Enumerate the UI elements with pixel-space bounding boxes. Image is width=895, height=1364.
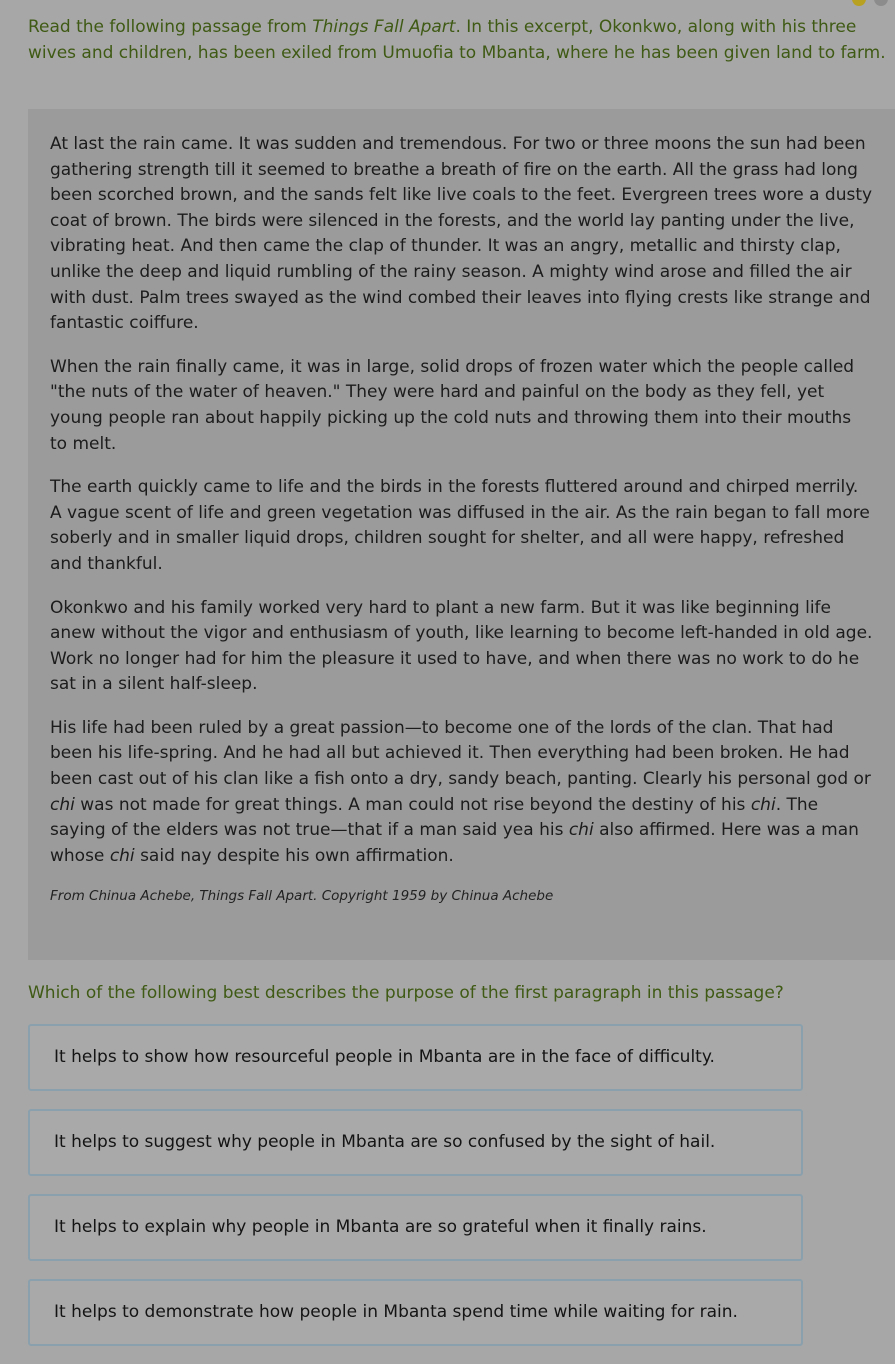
passage-paragraph-4: Okonkwo and his family worked very hard to plant a new farm. But it was like beginning life anew without the vigor and enthusiasm of youth, like learning to become left-handed in old age. Work no longer had for him the pleasure it used to have, and when there was no work to do he sat in a silent half-sleep. (50, 597, 873, 695)
book-title: Things Fall Apart (312, 17, 456, 37)
chi-term: chi (750, 794, 776, 815)
chi-term: chi (568, 820, 594, 841)
passage-box (28, 109, 895, 960)
status-dot-yellow (852, 0, 866, 6)
intro-text-before: Read the following passage from (28, 17, 313, 37)
p5-segment: also affirmed. Here was a man whose (50, 820, 859, 866)
answer-choice-a[interactable] (28, 1024, 803, 1091)
answer-choice-b[interactable] (28, 1109, 803, 1176)
answer-choice-label: It helps to demonstrate how people in Mbanta spend time while waiting for rain. (54, 1302, 738, 1322)
p5-segment: was not made for great things. A man could not rise beyond the destiny of his (74, 794, 751, 815)
answer-choice-label: It helps to suggest why people in Mbanta are so confused by the sight of hail. (54, 1132, 716, 1152)
passage-paragraph-2: When the rain finally came, it was in large, solid drops of frozen water which the people called "the nuts of the water of heaven." They were hard and painful on the body as they fell, yet young people ran about happily picking up the cold nuts and throwing them into their mouths to melt. (50, 356, 855, 454)
p5-segment: His life had been ruled by a great passion—to become one of the lords of the clan. That had been his life-spring. And he had all but achieved it. Then everything had been broken. He had been cast out of his clan like a fish onto a dry, sandy beach, panting. Clearly his personal god or (50, 717, 871, 790)
answer-choice-d[interactable] (28, 1279, 803, 1346)
passage-intro (28, 14, 892, 66)
passage-paragraph-1: At last the rain came. It was sudden and tremendous. For two or three moons the sun had been gathering strength till it seemed to breathe a breath of fire on the earth. All the grass had long been scorched brown, and the sands felt like live coals to the feet. Evergreen trees wore a dusty coat of brown. The birds were silenced in the forests, and the world lay panting under the live, vibrating heat. And then came the clap of thunder. It was an angry, metallic and thirsty clap, unlike the deep and liquid rumbling of the rainy season. A mighty wind arose and filled the air with dust. Palm trees swayed as the wind combed their leaves into flying crests like strange and fantastic coiffure. (50, 134, 873, 334)
chi-term: chi (50, 794, 75, 815)
chi-term: chi (109, 845, 135, 866)
question-prompt: Which of the following best describes the purpose of the first paragraph in this passage? (28, 983, 784, 1003)
answer-choice-label: It helps to show how resourceful people in Mbanta are in the face of difficulty. (54, 1047, 715, 1067)
p5-segment: said nay despite his own affirmation. (134, 845, 454, 866)
passage-paragraph-5 (50, 716, 873, 870)
passage-paragraph-3: The earth quickly came to life and the birds in the forests fluttered around and chirped merrily. A vague scent of life and green vegetation was diffused in the air. As the rain began to fall more soberly and in smaller liquid drops, children sought for shelter, and all were happy, refreshed and thankful. (50, 477, 870, 574)
answer-choice-label: It helps to explain why people in Mbanta are so grateful when it finally rains. (54, 1217, 707, 1237)
intro-text-after: . In this excerpt, Okonkwo, along with his three wives and children, has been exiled from Umuofia to Mbanta, where he has been given land to farm. (28, 17, 886, 63)
answer-choice-c[interactable] (28, 1194, 803, 1261)
status-dot-gray (874, 0, 888, 6)
p5-segment: . The saying of the elders was not true—that if a man said yea his (50, 794, 819, 841)
passage-source-citation: From Chinua Achebe, Things Fall Apart. Copyright 1959 by Chinua Achebe (50, 888, 554, 905)
